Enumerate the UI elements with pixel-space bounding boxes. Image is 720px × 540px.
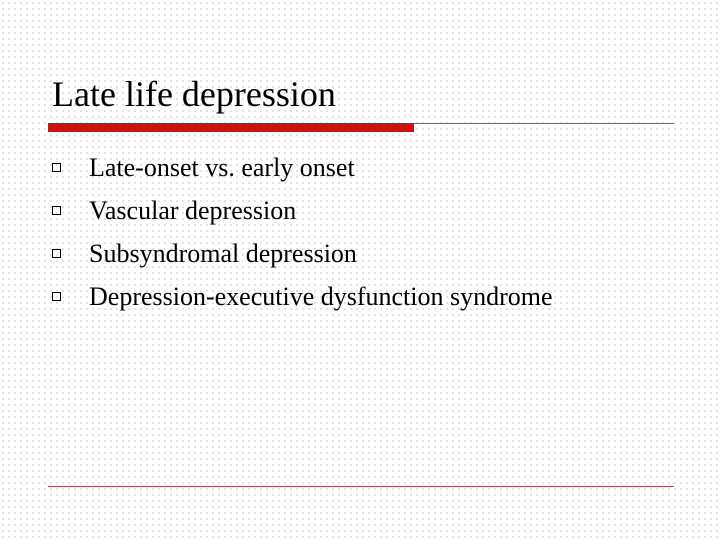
bullet-item [52,232,553,275]
bullet-list [52,146,553,318]
square-bullet-icon [52,249,61,258]
square-bullet-icon [52,206,61,215]
bullet-text: Subsyndromal depression [89,238,357,268]
bullet-text: Vascular depression [89,195,297,225]
footer-divider-line [48,486,674,487]
square-bullet-icon [52,163,61,172]
bullet-text: Late-onset vs. early onset [89,152,355,182]
slide-title: Late life depression [52,74,336,114]
bullet-item [52,275,553,318]
title-accent-bar [48,123,414,132]
bullet-item [52,189,553,232]
bullet-text: Depression-executive dysfunction syndrome [89,281,553,311]
bullet-item [52,146,553,189]
square-bullet-icon [52,292,61,301]
